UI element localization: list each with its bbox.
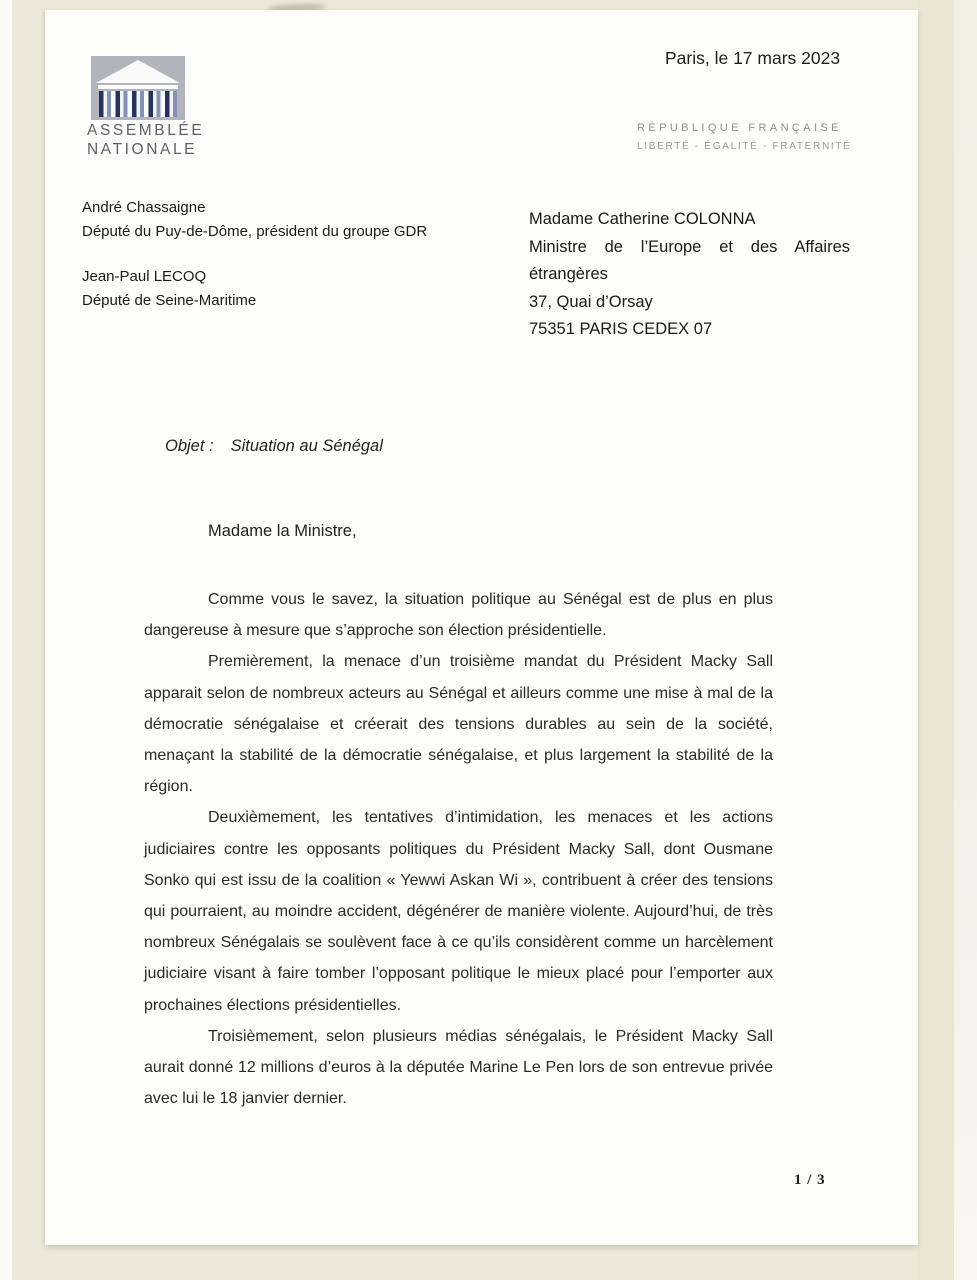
desk-band-right — [918, 0, 954, 1280]
sender-block — [82, 196, 427, 313]
recipient-city: 75351 PARIS CEDEX 07 — [529, 320, 713, 338]
letterhead-title — [87, 121, 204, 159]
letter-page — [45, 10, 918, 1245]
body-paragraph-3: Deuxièmement, les tentatives d’intimidation, les menaces et les actions judiciaires contre les opposants politiques du Président Macky Sall, dont Ousmane Sonko qui est issu de la coalition « Yewwi Askan Wi », contribuent à créer des tensions qui pourraient, au moindre accident, dégénérer de manière violente. Aujourd’hui, de très nombreux Sénégalais se soulèvent face à ce qu’ils considèrent comme un harcèlement judiciaire visant à faire tomber l’opposant politique le mieux placé pour l’emporter aux prochaines élections présidentielles. — [144, 809, 773, 1014]
date-line: Paris, le 17 mars 2023 — [665, 48, 841, 68]
body-paragraph-2: Premièrement, la menace d’un troisième mandat du Président Macky Sall apparait selon de nombreux acteurs au Sénégal et ailleurs comme une mise à mal de la démocratie sénégalaise et créerait des tensions durables au sein de la société, menaçant la stabilité de la démocratie sénégalaise, et plus largement la stabilité de la région. — [144, 653, 773, 796]
recipient-name: Madame Catherine COLONNA — [529, 210, 756, 228]
sender-2 — [82, 265, 427, 313]
sender-1-title: Député du Puy-de-Dôme, président du groupe GDR — [82, 223, 428, 240]
sender-2-name: Jean-Paul LECOQ — [82, 268, 207, 285]
recipient-title-line2: étrangères — [529, 265, 608, 283]
subject-line — [165, 437, 383, 456]
sender-1-name: André Chassaigne — [82, 199, 206, 216]
recipient-title-line1: Ministre de l’Europe et des Affaires — [529, 237, 850, 256]
devise-label: LIBERTÉ - ÉGALITÉ - FRATERNITÉ — [637, 141, 852, 152]
photo-edge-left — [0, 0, 12, 1280]
architrave-shape — [98, 85, 178, 89]
subject-value: Situation au Sénégal — [230, 437, 383, 455]
republique-francaise-block — [637, 122, 852, 152]
letterhead-title-line1: ASSEMBLÉE — [87, 122, 205, 139]
body-paragraph-1: Comme vous le savez, la situation politique au Sénégal est de plus en plus dangereuse à mesure que s’approche son élection présidentielle. — [144, 591, 773, 640]
recipient-block — [529, 206, 850, 344]
letterhead-title-line2: NATIONALE — [87, 141, 198, 158]
subject-label: Objet : — [165, 437, 214, 455]
letter-body — [144, 584, 773, 1114]
assemblee-nationale-emblem-icon — [91, 56, 185, 120]
sender-2-title: Député de Seine-Maritime — [82, 292, 257, 309]
body-paragraph-4: Troisièmement, selon plusieurs médias sénégalais, le Président Macky Sall aurait donné 12 millions d’euros à la députée Marine Le Pen lors de son entrevue privée avec lui le 18 janvier dernier. — [144, 1027, 773, 1108]
salutation: Madame la Ministre, — [208, 522, 357, 540]
recipient-street: 37, Quai d’Orsay — [529, 292, 653, 311]
desk-strip-right — [954, 0, 977, 1280]
pediment-shape — [96, 60, 180, 83]
page-number: 1 / 3 — [794, 1172, 826, 1188]
republique-francaise-label: RÉPUBLIQUE FRANÇAISE — [637, 122, 842, 134]
sender-1 — [82, 196, 427, 244]
columns-shape — [99, 91, 177, 117]
